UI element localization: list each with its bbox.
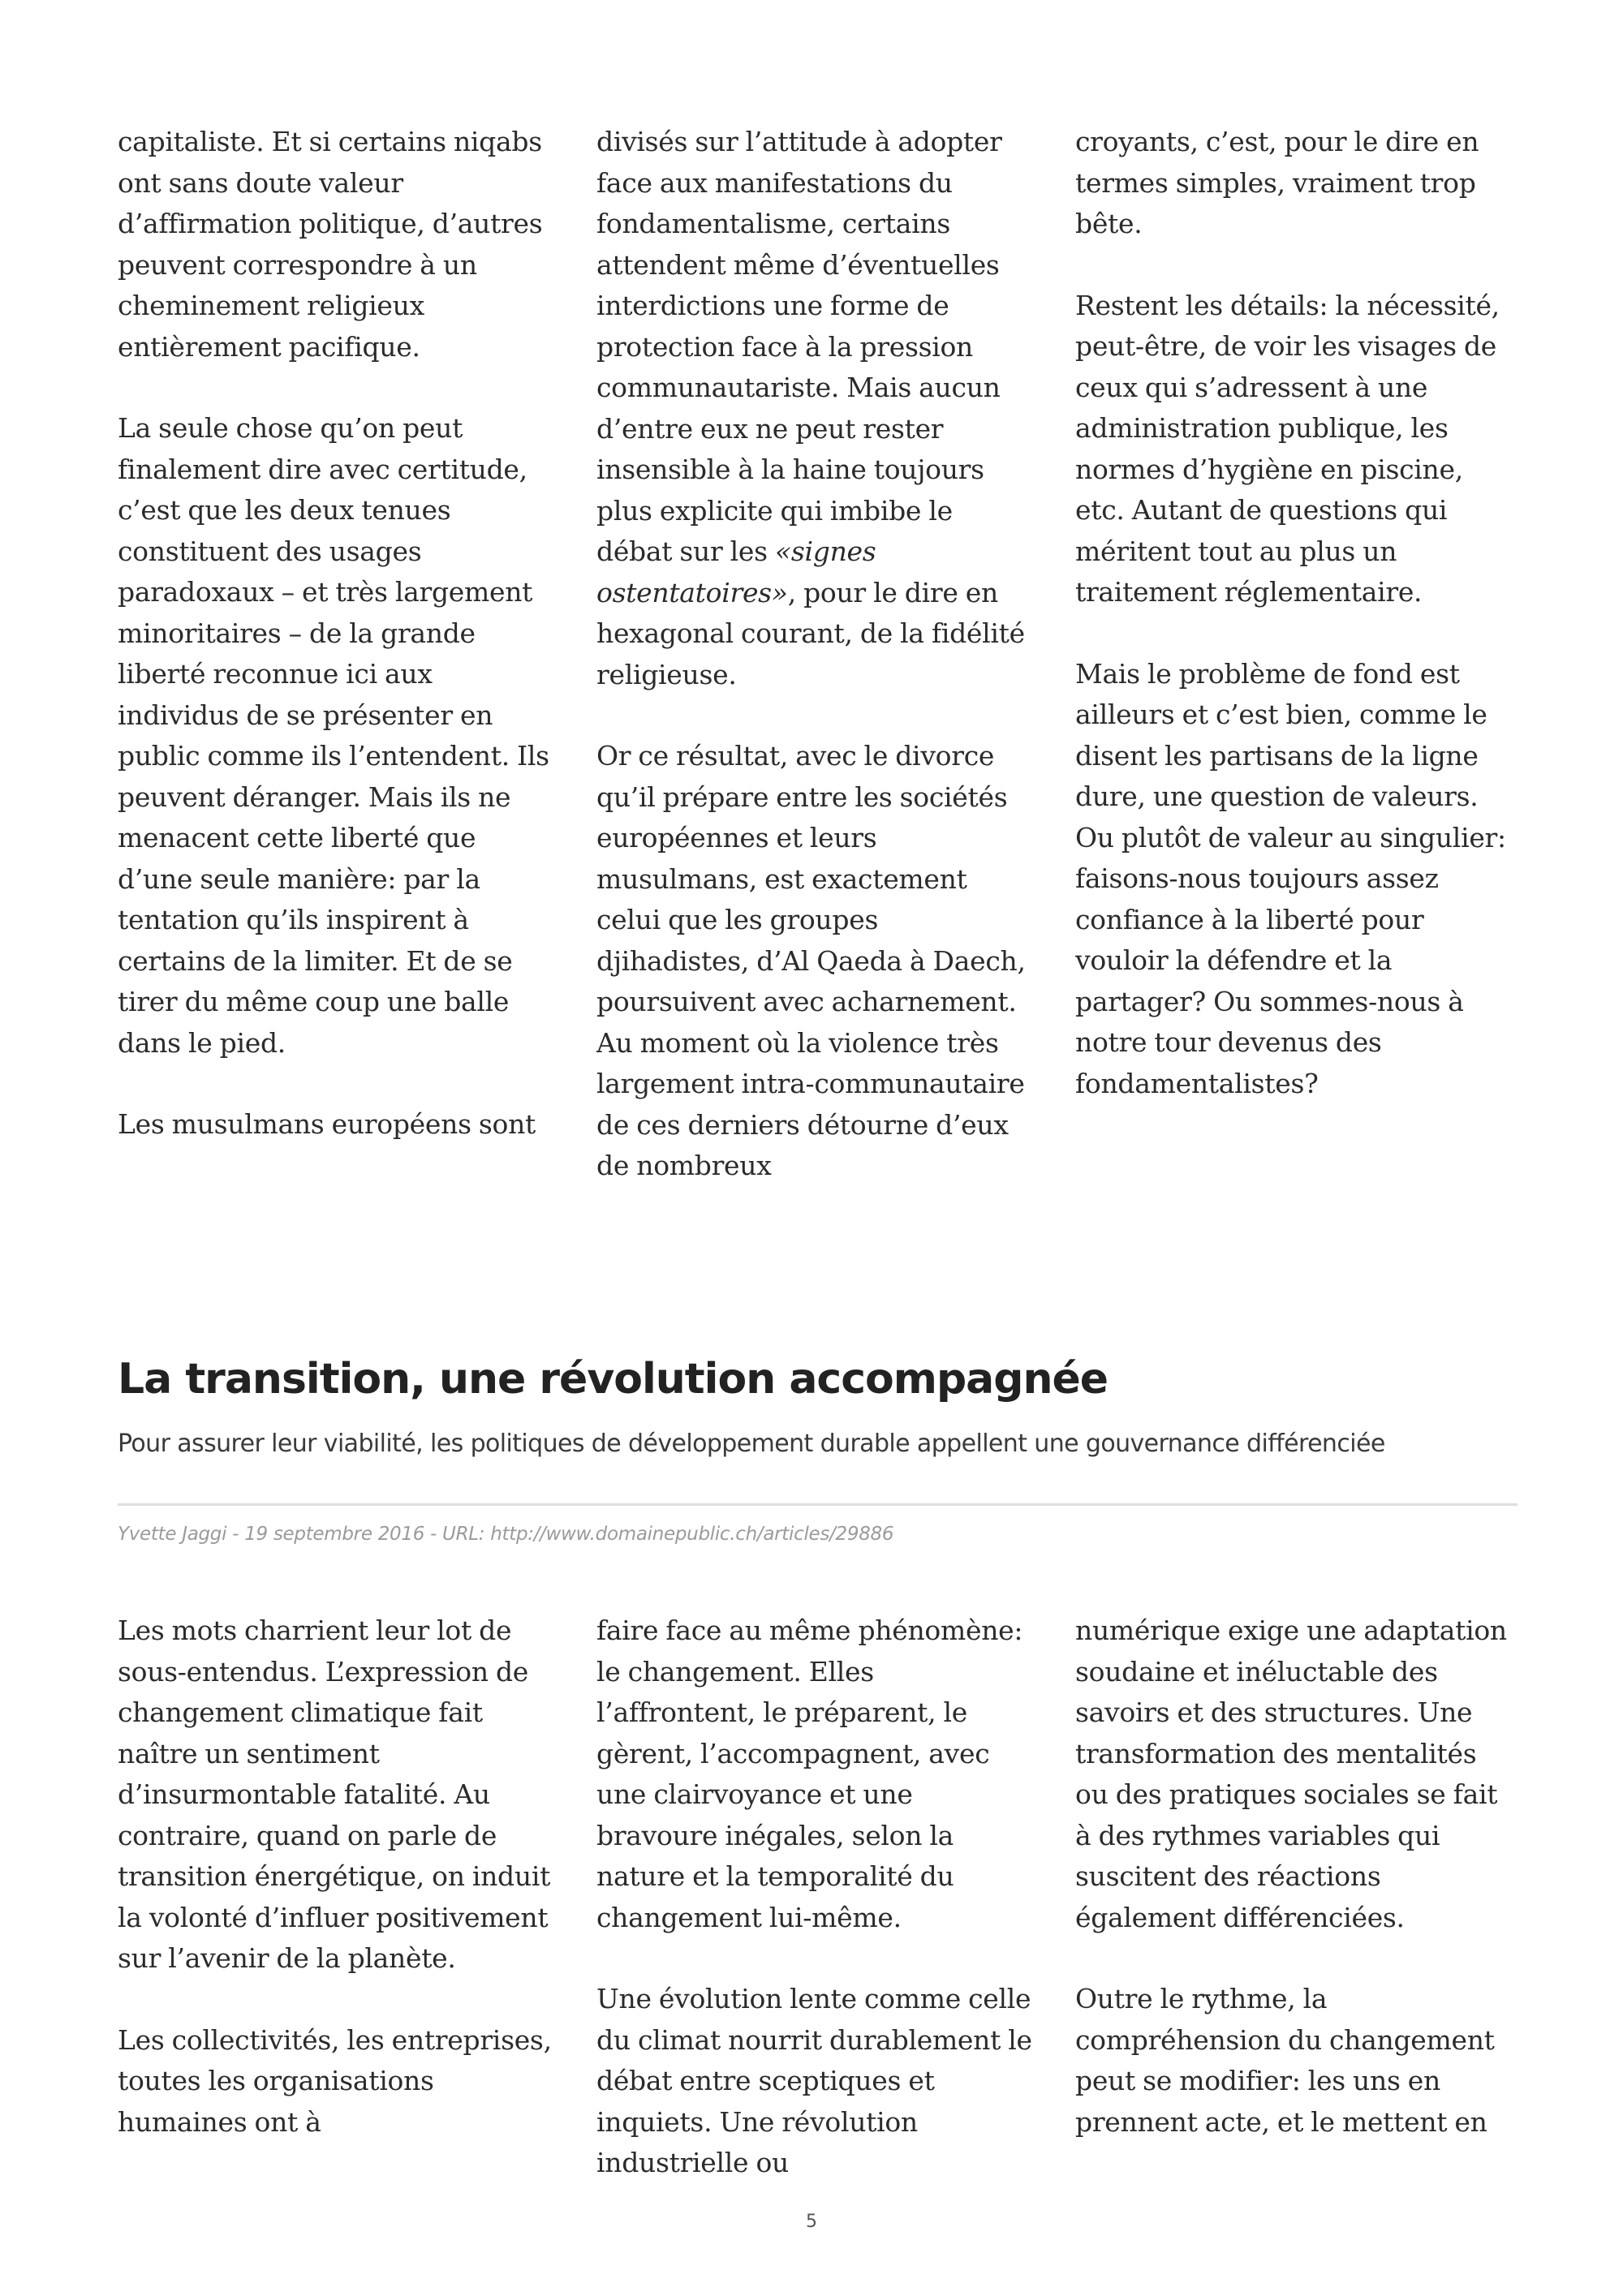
paragraph: Une évolution lente comme celle du climat nourrit durablement le débat entre sceptiques et inquiets. Une révolution industrielle ou — [596, 1983, 1032, 2178]
article-byline: Yvette Jaggi - 19 septembre 2016 - URL: http://www.domainepublic.ch/articles/29886 — [118, 1524, 894, 1545]
paragraph: Les collectivités, les entreprises, toutes les organisations humaines ont à — [118, 2023, 552, 2138]
text-column-3 — [1075, 1610, 1513, 2184]
paragraph: croyants, c’est, pour le dire en termes simples, vraiment trop bête. — [1075, 126, 1479, 239]
article-columns — [118, 1610, 1513, 2184]
text-column-1 — [118, 122, 556, 1187]
paragraph: Restent les détails: la nécessité, peut-être, de voir les visages de ceux qui s’adressent à une administration publique, les normes d’hygiène en piscine, etc. Autant de questions qui méritent tout au plus un traitement réglementaire. — [1075, 289, 1500, 608]
paragraph: faire face au même phénomène: le changement. Elles l’affrontent, le préparent, le gèrent, l’accompagnent, avec une clairvoyance et une bravoure inégales, selon la nature et la temporalité du changement lui-même. — [596, 1615, 1023, 1933]
previous-article-columns — [118, 122, 1513, 1187]
text-column-1 — [118, 1610, 556, 2184]
italic-quote: «signes ostentatoires» — [596, 535, 876, 608]
text-column-2 — [596, 1610, 1035, 2184]
paragraph: numérique exige une adaptation soudaine et inéluctable des savoirs et des structures. Une transformation des mentalités ou des pratiques sociales se fait à des rythmes variables qui suscitent des réactions également différenciées. — [1075, 1615, 1507, 1933]
paragraph: Mais le problème de fond est ailleurs et c’est bien, comme le disent les partisans de la ligne dure, une question de valeurs. Ou plutôt de valeur au singulier: faisons-nous toujours assez confiance à la liberté pour vouloir la défendre et la partager? Ou sommes-nous à notre tour devenus des fondamentalistes? — [1075, 657, 1506, 1099]
page-number: 5 — [806, 2212, 817, 2232]
article-title: La transition, une révolution accompagnée — [118, 1355, 1109, 1404]
paragraph: Les mots charrient leur lot de sous-entendus. L’expression de changement climatique fait naître un sentiment d’insurmontable fatalité. Au contraire, quand on parle de transition énergétique, on induit la volonté d’influer positivement sur l’avenir de la planète. — [118, 1615, 551, 1974]
paragraph: Or ce résultat, avec le divorce qu’il prépare entre les sociétés européennes et leurs musulmans, est exactement celui que les groupes djihadistes, d’Al Qaeda à Daech, poursuivent avec acharnement. Au moment où la violence très largement intra-communautaire de ces derniers détourne d’eux de nombreux — [596, 740, 1026, 1181]
article-subtitle: Pour assurer leur viabilité, les politiques de développement durable appellent une gouvernance différenciée — [118, 1430, 1385, 1458]
text-column-3 — [1075, 122, 1513, 1187]
divider — [118, 1503, 1518, 1506]
paragraph: capitaliste. Et si certains niqabs ont sans doute valeur d’affirmation politique, d’autres peuvent correspondre à un cheminement religieux entièrement pacifique. — [118, 126, 543, 363]
paragraph: La seule chose qu’on peut finalement dire avec certitude, c’est que les deux tenues constituent des usages paradoxaux – et très largement minoritaires – de la grande liberté reconnue ici aux individus de se présenter en public comme ils l’entendent. Ils peuvent déranger. Mais ils ne menacent cette liberté que d’une seule manière: par la tentation qu’ils inspirent à certains de la limiter. Et de se tirer du même coup une balle dans le pied. — [118, 412, 549, 1059]
paragraph: Outre le rythme, la compréhension du changement peut se modifier: les uns en prennent acte, et le mettent en — [1075, 1983, 1495, 2138]
paragraph: Les musulmans européens sont — [118, 1108, 536, 1140]
paragraph-text: , pour le dire en hexagonal courant, de la fidélité religieuse. — [596, 576, 1025, 690]
text-column-2 — [596, 122, 1035, 1187]
paragraph-text: divisés sur l’attitude à adopter face aux manifestations du fondamentalisme, certains attendent même d’éventuelles interdictions une forme de protection face à la pression communautariste. Mais aucun d’entre eux ne peut rester insensible à la haine toujours plus explicite qui imbibe le débat sur les — [596, 126, 1002, 567]
paragraph — [596, 122, 1035, 695]
